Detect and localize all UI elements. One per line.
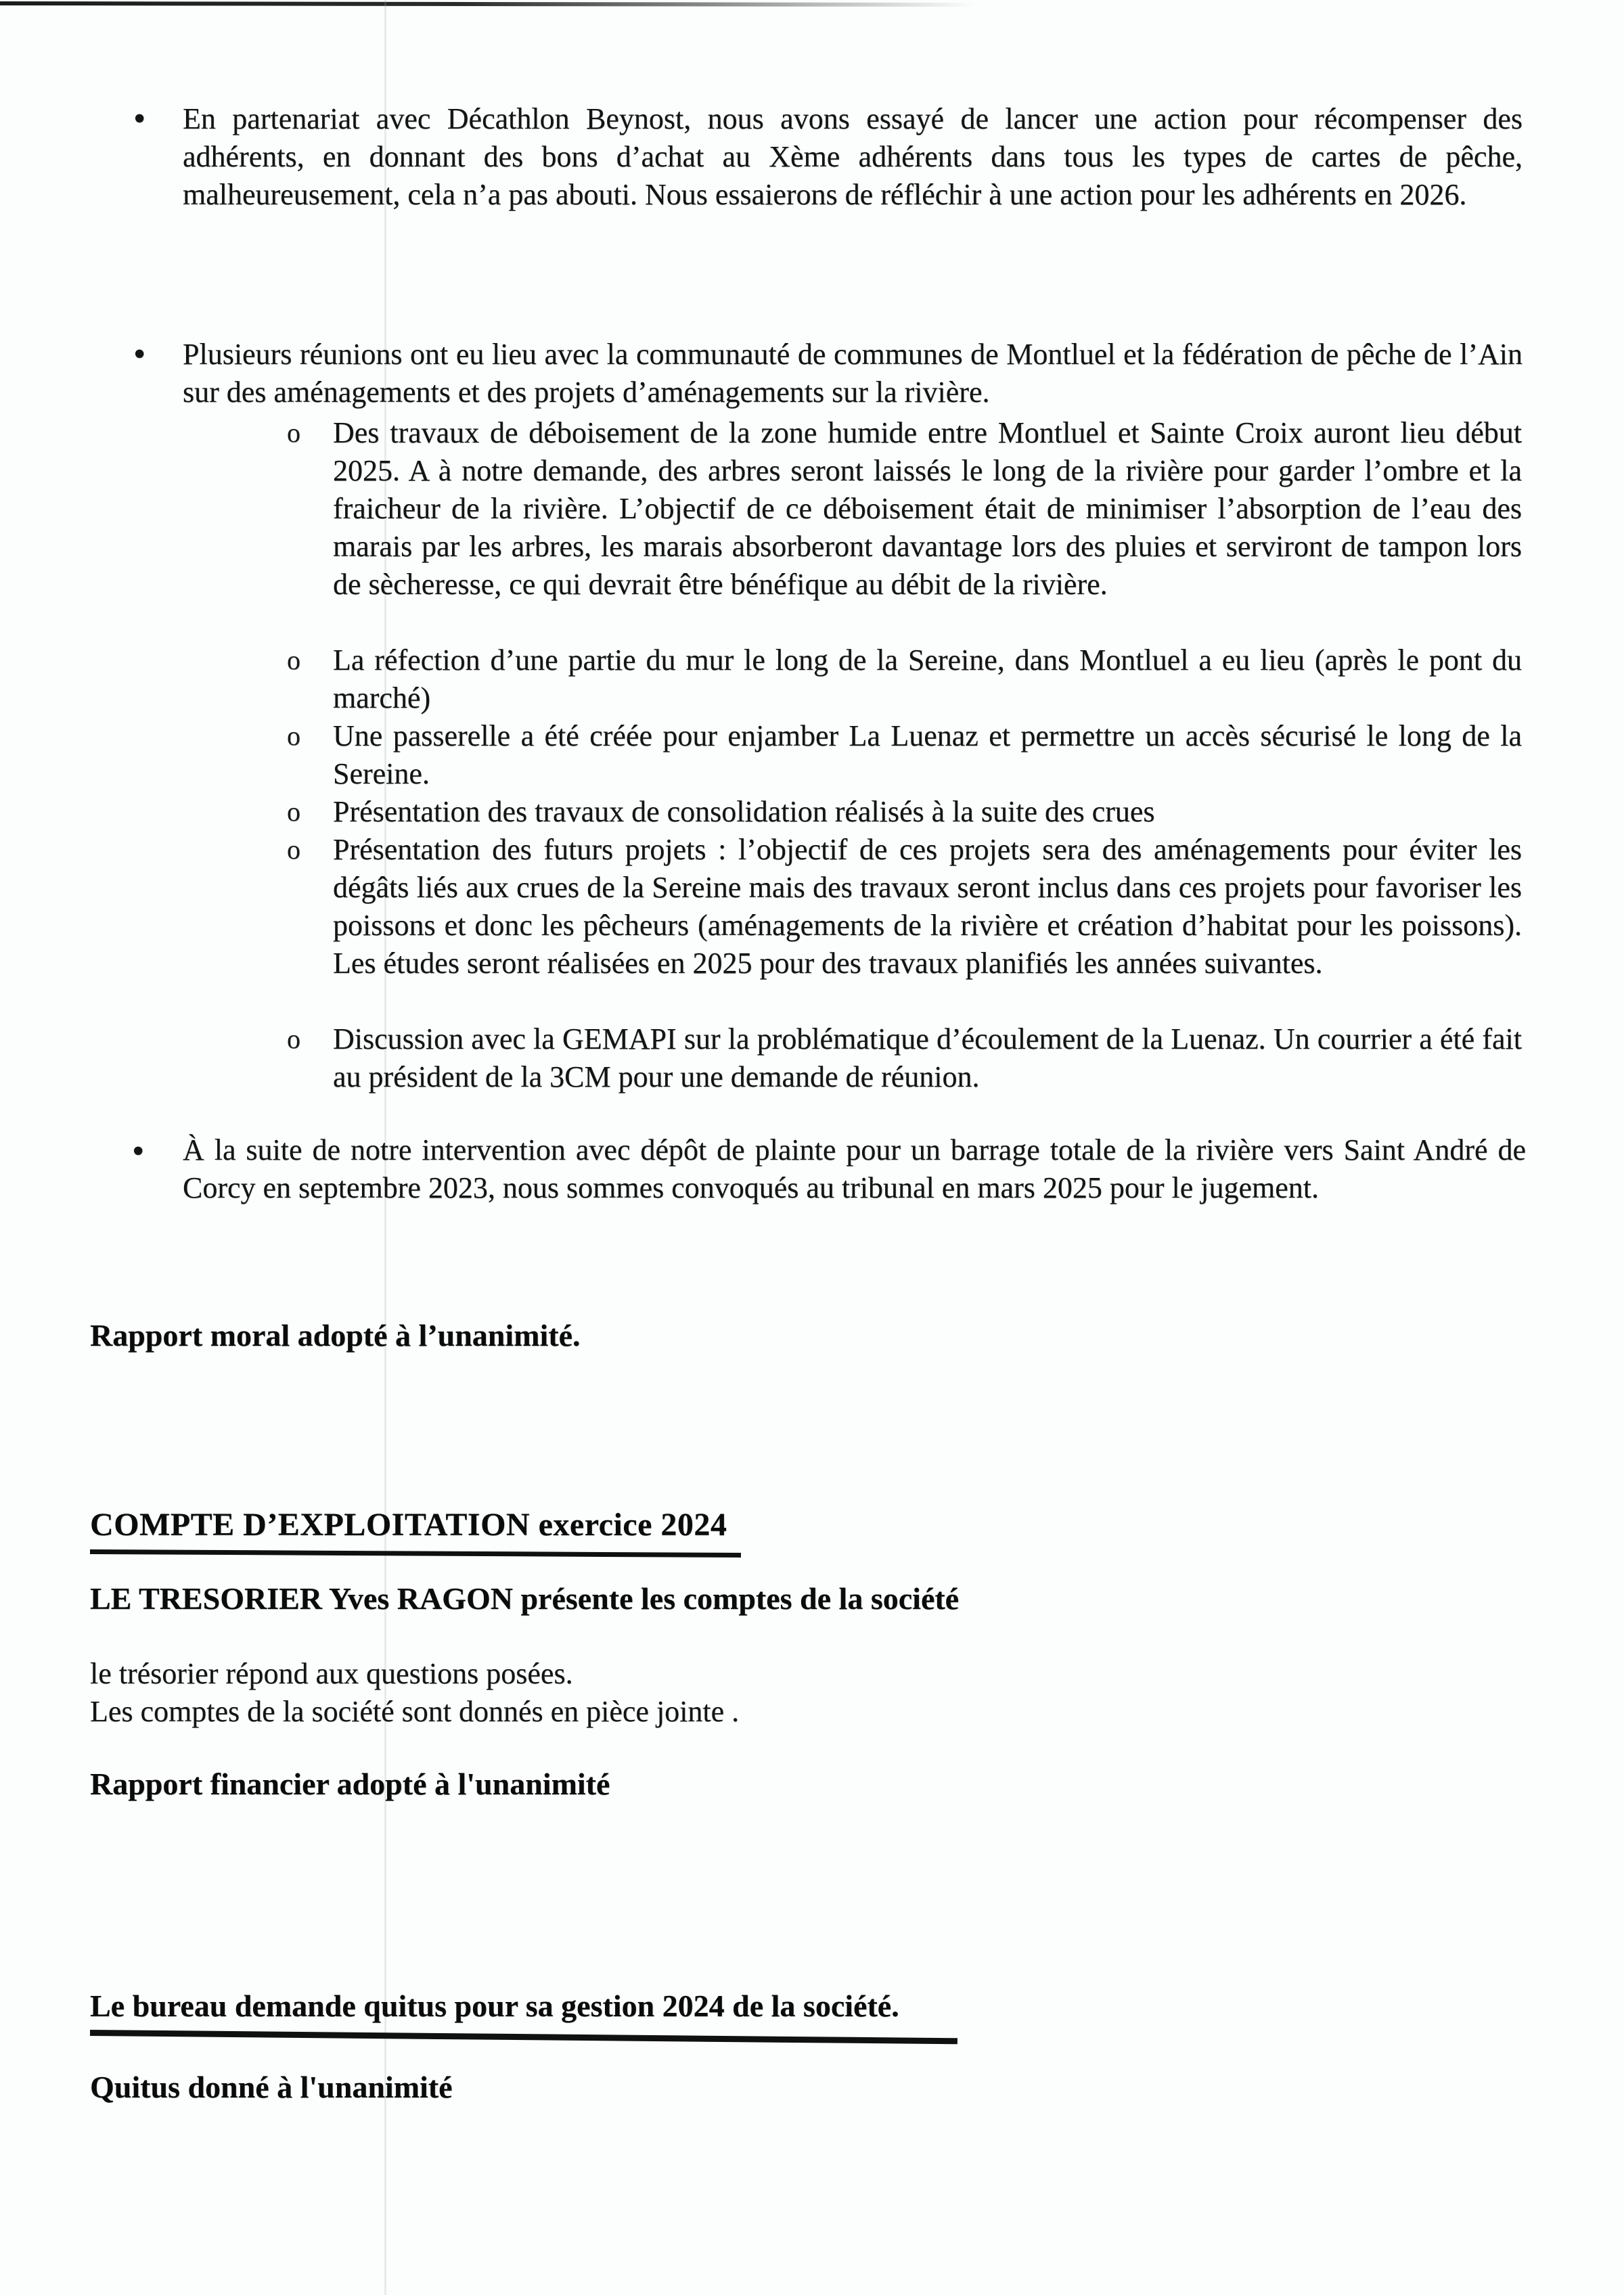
paragraph-reunions-montluel: Plusieurs réunions ont eu lieu avec la communauté de communes de Montluel et la fédération de pêche de l’Ain sur des aménagements et des projets d’aménagements sur la rivière. (183, 338, 1522, 409)
statement-rapport-moral: Rapport moral adopté à l’unanimité. (90, 1318, 581, 1353)
circle-bullet-icon: o (287, 796, 300, 827)
line-comptes-piece-jointe: Les comptes de la société sont donnés en pièce jointe . (90, 1695, 740, 1728)
circle-bullet-icon: o (287, 1024, 300, 1054)
paragraph-partenariat-decathlon: En partenariat avec Décathlon Beynost, nous avons essayé de lancer une action pour récompenser des adhérents, en donnant des bons d’achat au Xème adhérents dans tous les types de cartes de pêche, malheureusement, cela n’a pas abouti. Nous essaierons de réfléchir à une action pour les adhérents en 2026. (183, 102, 1522, 211)
subitem-discussion-gemapi: Discussion avec la GEMAPI sur la problématique d’écoulement de la Luenaz. Un courrier a été fait au président de la 3CM pour une demande de réunion. (333, 1022, 1522, 1093)
bullet-icon: • (132, 1132, 145, 1171)
circle-bullet-icon: o (287, 417, 300, 448)
paragraph-depot-plainte-tribunal: À la suite de notre intervention avec dépôt de plainte pour un barrage totale de la rivière vers Saint André de Corcy en septembre 2023, nous sommes convoqués au tribunal en mars 2025 pour le jugement. (183, 1133, 1526, 1204)
statement-quitus-request: Le bureau demande quitus pour sa gestion 2024 de la société. (90, 1989, 899, 2023)
circle-bullet-icon: o (287, 721, 300, 751)
circle-bullet-icon: o (287, 834, 300, 865)
subitem-refection-mur-sereine: La réfection d’une partie du mur le long de la Sereine, dans Montluel a eu lieu (après le pont du marché) (333, 643, 1522, 714)
bullet-icon: • (133, 99, 146, 138)
section-title-compte-exploitation: COMPTE D’EXPLOITATION exercice 2024 (90, 1507, 727, 1543)
subitem-deboisement-zone-humide: Des travaux de déboisement de la zone humide entre Montluel et Sainte Croix auront lieu début 2025. A à notre demande, des arbres seront laissés le long de la rivière pour garder l’ombre et la fraicheur de la rivière. L’objectif de ce déboisement était de minimiser l’absorption de l’eau des marais par les arbres, les marais absorberont davantage lors des pluies et serviront de tampon lors de sècheresse, ce qui devrait être bénéfique au débit de la rivière. (333, 416, 1522, 601)
line-tresorier-repond: le trésorier répond aux questions posées. (90, 1657, 573, 1690)
subitem-futurs-projets: Présentation des futurs projets : l’objectif de ces projets sera des aménagements pour éviter les dégâts liés aux crues de la Sereine mais des travaux seront inclus dans ces projets pour favoriser les poissons et donc les pêcheurs (aménagements de la rivière et création d’habitat pour les poissons). Les études seront réalisées en 2025 pour des travaux planifiés les années suivantes. (333, 833, 1522, 980)
scan-edge-artifact-line (0, 1, 1015, 7)
section-title-underline (90, 1549, 741, 1558)
subitem-travaux-consolidation: Présentation des travaux de consolidation réalisés à la suite des crues (333, 795, 1155, 828)
bullet-icon: • (133, 335, 146, 373)
circle-bullet-icon: o (287, 645, 300, 675)
statement-rapport-financier: Rapport financier adopté à l'unanimité (90, 1767, 610, 1801)
quitus-underline (90, 2030, 957, 2044)
statement-tresorier-presente: LE TRESORIER Yves RAGON présente les comptes de la société (90, 1581, 960, 1616)
subitem-passerelle-luenaz: Une passerelle a été créée pour enjamber La Luenaz et permettre un accès sécurisé le long de la Sereine. (333, 719, 1522, 790)
statement-quitus-result: Quitus donné à l'unanimité (90, 2070, 453, 2104)
